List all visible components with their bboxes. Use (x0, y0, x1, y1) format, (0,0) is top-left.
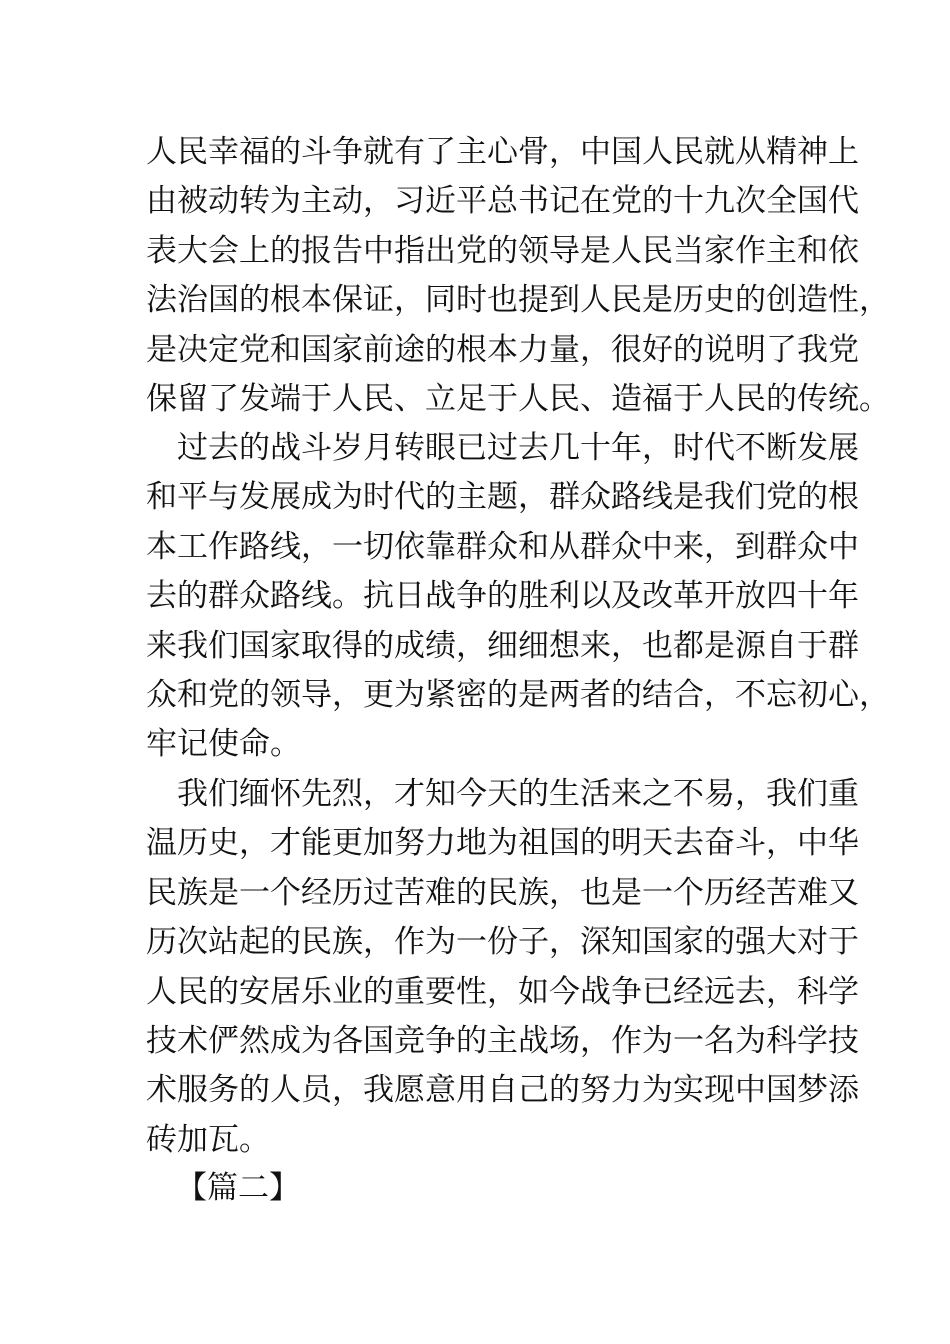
paragraph-1 (146, 128, 890, 424)
paragraph-line: 牢记使命。 (146, 726, 301, 763)
paragraph-line: 历次站起的民族，作为一份子，深知国家的强大对于 (146, 924, 859, 961)
paragraph-line: 术服务的人员，我愿意用自己的努力为实现中国梦添 (146, 1072, 859, 1109)
paragraph-line: 民族是一个经历过苦难的民族，也是一个历经苦难又 (146, 874, 859, 911)
paragraph-2 (146, 424, 890, 770)
paragraph-line: 是决定党和国家前途的根本力量，很好的说明了我党 (146, 331, 859, 368)
paragraph-line: 法治国的根本保证，同时也提到人民是历史的创造性， (146, 282, 890, 319)
paragraph-3 (146, 770, 859, 1165)
paragraph-line: 本工作路线，一切依靠群众和从群众中来，到群众中 (146, 528, 859, 565)
paragraph-line: 人民的安居乐业的重要性，如今战争已经远去，科学 (146, 973, 859, 1010)
section-heading: 【篇二】 (176, 1170, 300, 1206)
paragraph-line: 和平与发展成为时代的主题，群众路线是我们党的根 (146, 479, 859, 516)
paragraph-line: 我们缅怀先烈，才知今天的生活来之不易，我们重 (146, 776, 859, 812)
paragraph-line: 温历史，才能更加努力地为祖国的明天去奋斗，中华 (146, 825, 859, 862)
paragraph-line: 去的群众路线。抗日战争的胜利以及改革开放四十年 (146, 578, 859, 615)
paragraph-line: 技术俨然成为各国竞争的主战场，作为一名为科学技 (146, 1022, 859, 1059)
paragraph-line: 来我们国家取得的成绩，细细想来，也都是源自于群 (146, 627, 859, 664)
paragraph-line: 过去的战斗岁月转眼已过去几十年，时代不断发展 (146, 430, 859, 466)
paragraph-line: 保留了发端于人民、立足于人民、造福于人民的传统。 (146, 380, 890, 417)
paragraph-line: 由被动转为主动，习近平总书记在党的十九次全国代 (146, 183, 859, 220)
paragraph-line: 砖加瓦。 (146, 1121, 270, 1158)
paragraph-line: 人民幸福的斗争就有了主心骨，中国人民就从精神上 (146, 134, 859, 170)
paragraph-line: 表大会上的报告中指出党的领导是人民当家作主和依 (146, 232, 859, 269)
paragraph-line: 众和党的领导，更为紧密的是两者的结合，不忘初心， (146, 676, 890, 713)
